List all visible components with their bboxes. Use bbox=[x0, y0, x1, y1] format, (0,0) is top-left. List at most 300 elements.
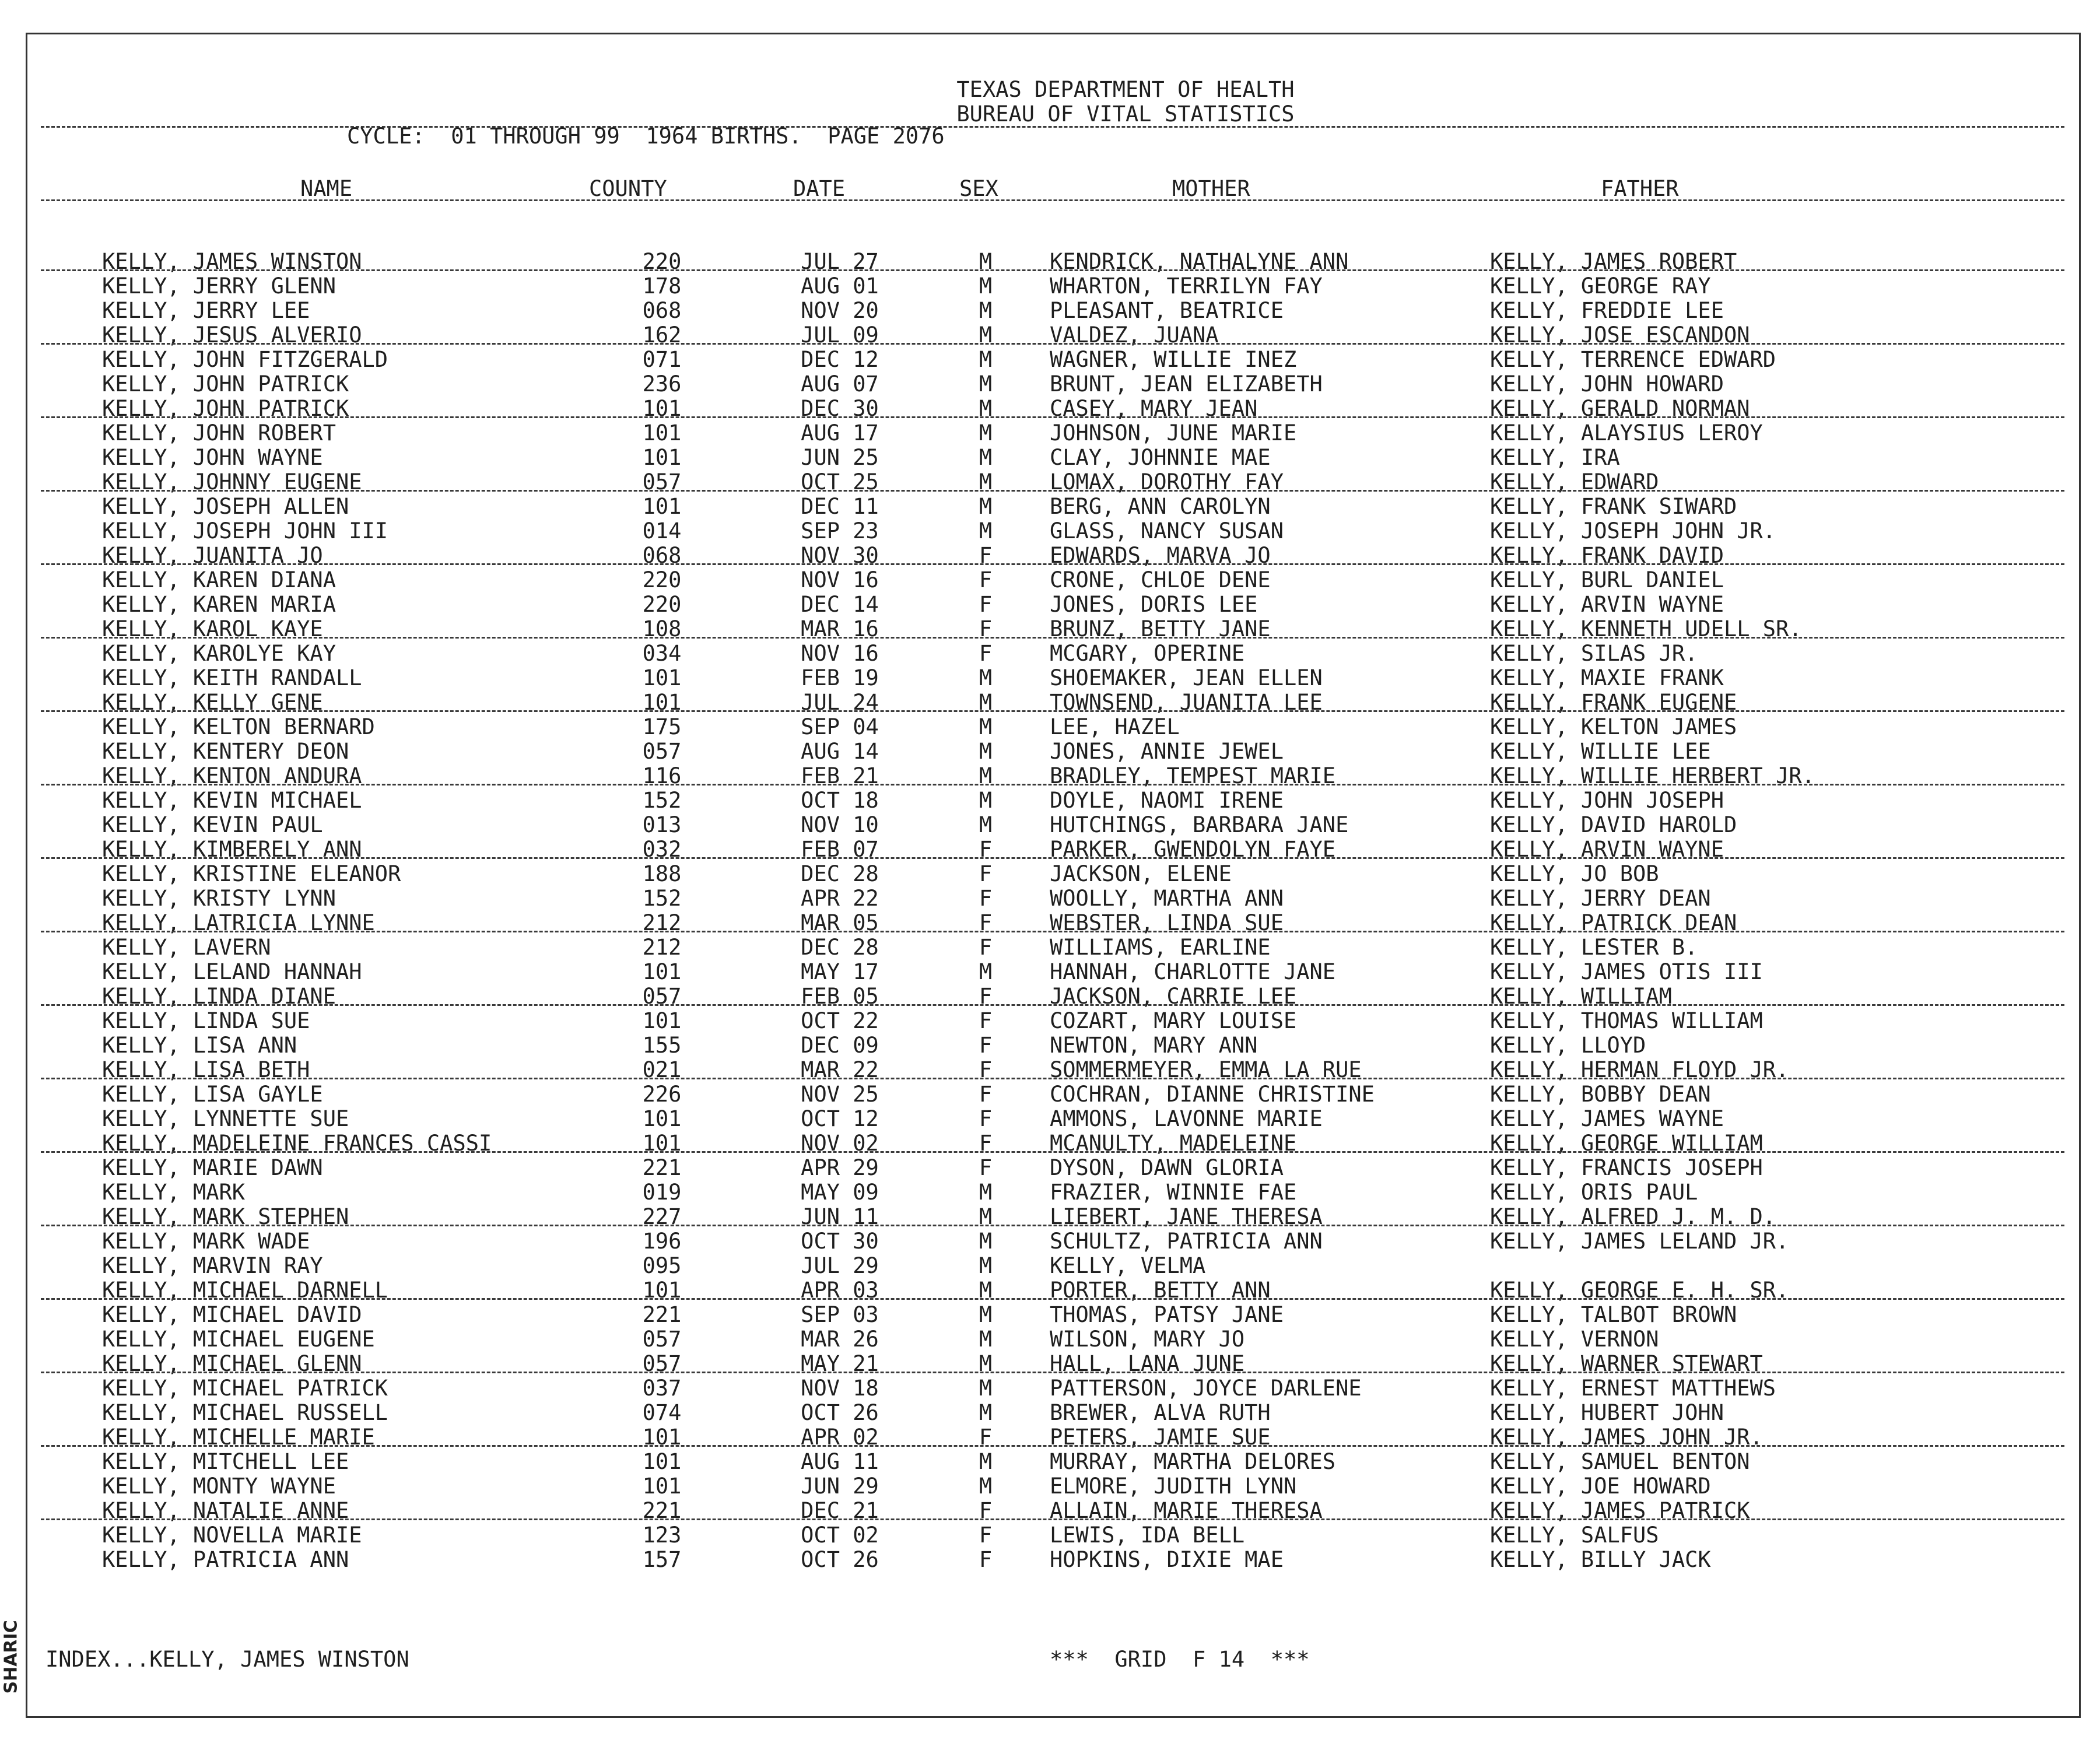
cell-father: KELLY, JO BOB bbox=[1490, 861, 1659, 886]
cell-county: 101 bbox=[642, 445, 682, 470]
table-row bbox=[0, 1156, 2100, 1180]
cell-mother: BRADLEY, TEMPEST MARIE bbox=[1050, 763, 1336, 788]
cell-father: KELLY, ALAYSIUS LEROY bbox=[1490, 420, 1763, 446]
cell-county: 014 bbox=[642, 518, 682, 543]
cell-father: KELLY, HUBERT JOHN bbox=[1490, 1400, 1724, 1425]
cell-sex: F bbox=[979, 1131, 993, 1156]
cell-name: KELLY, KELLY GENE bbox=[102, 690, 323, 715]
cell-sex: F bbox=[979, 1033, 993, 1058]
cell-mother: DOYLE, NAOMI IRENE bbox=[1050, 788, 1284, 813]
cell-date: AUG 17 bbox=[801, 420, 879, 446]
cell-county: 101 bbox=[642, 690, 682, 715]
cell-sex: M bbox=[979, 518, 993, 543]
cell-father: KELLY, BURL DANIEL bbox=[1490, 567, 1724, 592]
cell-sex: F bbox=[979, 935, 993, 960]
cell-sex: M bbox=[979, 763, 993, 788]
cell-date: MAR 16 bbox=[801, 616, 879, 641]
cell-date: NOV 25 bbox=[801, 1082, 879, 1107]
table-row bbox=[0, 1107, 2100, 1131]
cell-date: APR 03 bbox=[801, 1278, 879, 1303]
cell-father: KELLY, SAMUEL BENTON bbox=[1490, 1449, 1750, 1474]
cell-father: KELLY, GEORGE WILLIAM bbox=[1490, 1131, 1763, 1156]
row-separator bbox=[41, 1372, 2064, 1373]
cell-date: OCT 25 bbox=[801, 469, 879, 495]
column-header-date: DATE bbox=[793, 176, 846, 201]
cell-sex: F bbox=[979, 1155, 993, 1180]
cell-date: OCT 26 bbox=[801, 1400, 879, 1425]
cell-father: KELLY, JAMES OTIS III bbox=[1490, 959, 1763, 984]
cell-date: SEP 23 bbox=[801, 518, 879, 543]
cell-date: APR 22 bbox=[801, 886, 879, 911]
cell-mother: LEE, HAZEL bbox=[1050, 714, 1180, 739]
cell-name: KELLY, JOSEPH JOHN III bbox=[102, 518, 388, 543]
cell-mother: MURRAY, MARTHA DELORES bbox=[1050, 1449, 1336, 1474]
cell-father: KELLY, ORIS PAUL bbox=[1490, 1180, 1698, 1205]
table-row bbox=[0, 715, 2100, 739]
cell-sex: F bbox=[979, 567, 993, 592]
row-separator bbox=[41, 343, 2064, 345]
column-header-name: NAME bbox=[300, 176, 353, 201]
cell-date: MAR 05 bbox=[801, 910, 879, 935]
cell-sex: M bbox=[979, 1302, 993, 1327]
cell-sex: M bbox=[979, 420, 993, 446]
cell-county: 057 bbox=[642, 1351, 682, 1376]
table-row bbox=[0, 568, 2100, 592]
cell-date: JUN 11 bbox=[801, 1204, 879, 1229]
cell-date: DEC 21 bbox=[801, 1498, 879, 1523]
cell-mother: WHARTON, TERRILYN FAY bbox=[1050, 273, 1323, 299]
cell-name: KELLY, KENTERY DEON bbox=[102, 739, 349, 764]
cell-mother: EDWARDS, MARVA JO bbox=[1050, 543, 1271, 568]
footer-index: INDEX...KELLY, JAMES WINSTON bbox=[45, 1647, 409, 1672]
cell-sex: M bbox=[979, 396, 993, 421]
cell-date: NOV 10 bbox=[801, 812, 879, 837]
cell-mother: MCANULTY, MADELEINE bbox=[1050, 1131, 1297, 1156]
cell-county: 057 bbox=[642, 469, 682, 495]
cell-county: 021 bbox=[642, 1057, 682, 1082]
cell-sex: M bbox=[979, 1449, 993, 1474]
cell-sex: M bbox=[979, 371, 993, 397]
cell-mother: MCGARY, OPERINE bbox=[1050, 641, 1245, 666]
cell-sex: M bbox=[979, 1474, 993, 1499]
table-row bbox=[0, 813, 2100, 837]
header-cycle: CYCLE: 01 THROUGH 99 1964 BIRTHS. PAGE 2076 bbox=[347, 124, 945, 149]
cell-name: KELLY, JOHNNY EUGENE bbox=[102, 469, 362, 495]
cell-county: 157 bbox=[642, 1547, 682, 1572]
cell-father: KELLY, KENNETH UDELL SR. bbox=[1490, 616, 1802, 641]
cell-name: KELLY, MICHAEL RUSSELL bbox=[102, 1400, 388, 1425]
row-separator bbox=[41, 857, 2064, 859]
cell-father: KELLY, FREDDIE LEE bbox=[1490, 298, 1724, 323]
table-row bbox=[0, 1303, 2100, 1327]
table-row bbox=[0, 1474, 2100, 1499]
row-separator bbox=[41, 637, 2064, 639]
table-row bbox=[0, 299, 2100, 323]
table-row bbox=[0, 935, 2100, 960]
cell-date: JUL 29 bbox=[801, 1253, 879, 1278]
cell-sex: M bbox=[979, 494, 993, 519]
cell-father: KELLY, WILLIAM bbox=[1490, 984, 1672, 1009]
row-separator bbox=[41, 1225, 2064, 1226]
cell-name: KELLY, JOHN PATRICK bbox=[102, 371, 349, 397]
table-row bbox=[0, 666, 2100, 690]
cell-mother: CLAY, JOHNNIE MAE bbox=[1050, 445, 1271, 470]
cell-father: KELLY, TERRENCE EDWARD bbox=[1490, 347, 1776, 372]
cell-father: KELLY, EDWARD bbox=[1490, 469, 1659, 495]
cell-date: DEC 12 bbox=[801, 347, 879, 372]
cell-date: DEC 28 bbox=[801, 861, 879, 886]
cell-sex: M bbox=[979, 445, 993, 470]
cell-sex: M bbox=[979, 812, 993, 837]
cell-mother: JONES, ANNIE JEWEL bbox=[1050, 739, 1284, 764]
cell-sex: F bbox=[979, 641, 993, 666]
cell-father: KELLY, JOSEPH JOHN JR. bbox=[1490, 518, 1776, 543]
row-separator bbox=[41, 1004, 2064, 1006]
cell-sex: M bbox=[979, 1376, 993, 1401]
cell-mother: PETERS, JAMIE SUE bbox=[1050, 1425, 1271, 1450]
cell-mother: WILSON, MARY JO bbox=[1050, 1327, 1245, 1352]
cell-name: KELLY, PATRICIA ANN bbox=[102, 1547, 349, 1572]
row-separator bbox=[41, 563, 2064, 565]
cell-mother: PORTER, BETTY ANN bbox=[1050, 1278, 1271, 1303]
cell-date: FEB 21 bbox=[801, 763, 879, 788]
cell-date: MAY 21 bbox=[801, 1351, 879, 1376]
table-row bbox=[0, 348, 2100, 372]
cell-mother: SCHULTZ, PATRICIA ANN bbox=[1050, 1229, 1323, 1254]
cell-father: KELLY, JAMES LELAND JR. bbox=[1490, 1229, 1789, 1254]
row-separator bbox=[41, 490, 2064, 492]
cell-name: KELLY, KRISTINE ELEANOR bbox=[102, 861, 401, 886]
row-separator bbox=[41, 931, 2064, 932]
cell-mother: FRAZIER, WINNIE FAE bbox=[1050, 1180, 1297, 1205]
row-separator bbox=[41, 269, 2064, 271]
cell-date: OCT 26 bbox=[801, 1547, 879, 1572]
cell-name: KELLY, JOHN WAYNE bbox=[102, 445, 323, 470]
cell-name: KELLY, KEVIN PAUL bbox=[102, 812, 323, 837]
cell-sex: M bbox=[979, 298, 993, 323]
cell-date: NOV 20 bbox=[801, 298, 879, 323]
cell-mother: JACKSON, ELENE bbox=[1050, 861, 1232, 886]
cell-date: DEC 30 bbox=[801, 396, 879, 421]
cell-sex: F bbox=[979, 1106, 993, 1131]
cell-county: 178 bbox=[642, 273, 682, 299]
cell-county: 196 bbox=[642, 1229, 682, 1254]
cell-sex: F bbox=[979, 1057, 993, 1082]
cell-date: OCT 12 bbox=[801, 1106, 879, 1131]
cell-sex: M bbox=[979, 1351, 993, 1376]
cell-county: 175 bbox=[642, 714, 682, 739]
cell-sex: M bbox=[979, 1327, 993, 1352]
cell-county: 220 bbox=[642, 567, 682, 592]
footer-grid: *** GRID F 14 *** bbox=[1050, 1647, 1310, 1672]
cell-father: KELLY, BILLY JACK bbox=[1490, 1547, 1711, 1572]
row-separator bbox=[41, 1078, 2064, 1079]
cell-name: KELLY, MADELEINE FRANCES CASSI bbox=[102, 1131, 492, 1156]
cell-county: 188 bbox=[642, 861, 682, 886]
cell-sex: F bbox=[979, 592, 993, 617]
cell-county: 068 bbox=[642, 543, 682, 568]
cell-sex: F bbox=[979, 837, 993, 862]
table-row bbox=[0, 1254, 2100, 1278]
cell-name: KELLY, LINDA DIANE bbox=[102, 984, 336, 1009]
cell-sex: F bbox=[979, 984, 993, 1009]
cell-mother: HOPKINS, DIXIE MAE bbox=[1050, 1547, 1284, 1572]
column-header-mother: MOTHER bbox=[1172, 176, 1250, 201]
row-separator bbox=[41, 784, 2064, 785]
cell-father: KELLY, WILLIE HERBERT JR. bbox=[1490, 763, 1815, 788]
cell-mother: DYSON, DAWN GLORIA bbox=[1050, 1155, 1284, 1180]
cell-county: 221 bbox=[642, 1155, 682, 1180]
cell-name: KELLY, KENTON ANDURA bbox=[102, 763, 362, 788]
table-row bbox=[0, 788, 2100, 813]
cell-father: KELLY, JOHN JOSEPH bbox=[1490, 788, 1724, 813]
cell-name: KELLY, KELTON BERNARD bbox=[102, 714, 375, 739]
cell-name: KELLY, KEITH RANDALL bbox=[102, 665, 362, 690]
cell-date: NOV 16 bbox=[801, 567, 879, 592]
cell-county: 212 bbox=[642, 935, 682, 960]
cell-county: 074 bbox=[642, 1400, 682, 1425]
cell-mother: LEWIS, IDA BELL bbox=[1050, 1523, 1245, 1548]
cell-sex: F bbox=[979, 543, 993, 568]
cell-name: KELLY, MONTY WAYNE bbox=[102, 1474, 336, 1499]
cell-mother: KELLY, VELMA bbox=[1050, 1253, 1206, 1278]
cell-name: KELLY, LISA ANN bbox=[102, 1033, 297, 1058]
header-department: TEXAS DEPARTMENT OF HEALTH bbox=[956, 77, 1295, 102]
cell-date: NOV 16 bbox=[801, 641, 879, 666]
cell-date: OCT 02 bbox=[801, 1523, 879, 1548]
cell-mother: WAGNER, WILLIE INEZ bbox=[1050, 347, 1297, 372]
cell-father: KELLY, FRANK SIWARD bbox=[1490, 494, 1737, 519]
cell-father: KELLY, KELTON JAMES bbox=[1490, 714, 1737, 739]
cell-county: 101 bbox=[642, 1425, 682, 1450]
cell-date: DEC 09 bbox=[801, 1033, 879, 1058]
cell-name: KELLY, NATALIE ANNE bbox=[102, 1498, 349, 1523]
cell-sex: F bbox=[979, 886, 993, 911]
cell-sex: M bbox=[979, 249, 993, 274]
cell-sex: M bbox=[979, 690, 993, 715]
header-bureau: BUREAU OF VITAL STATISTICS bbox=[956, 101, 1295, 127]
cell-county: 123 bbox=[642, 1523, 682, 1548]
cell-sex: M bbox=[979, 1204, 993, 1229]
column-header-father: FATHER bbox=[1601, 176, 1679, 201]
cell-date: JUL 27 bbox=[801, 249, 879, 274]
cell-father: KELLY, JERRY DEAN bbox=[1490, 886, 1711, 911]
cell-mother: PATTERSON, JOYCE DARLENE bbox=[1050, 1376, 1362, 1401]
cell-father: KELLY, JOHN HOWARD bbox=[1490, 371, 1724, 397]
cell-sex: F bbox=[979, 861, 993, 886]
cell-name: KELLY, MICHAEL PATRICK bbox=[102, 1376, 388, 1401]
table-row bbox=[0, 1376, 2100, 1401]
cell-date: MAY 09 bbox=[801, 1180, 879, 1205]
cell-name: KELLY, KRISTY LYNN bbox=[102, 886, 336, 911]
cell-name: KELLY, LISA BETH bbox=[102, 1057, 310, 1082]
table-row bbox=[0, 1523, 2100, 1548]
cell-name: KELLY, KAROL KAYE bbox=[102, 616, 323, 641]
cell-name: KELLY, KAREN DIANA bbox=[102, 567, 336, 592]
cell-name: KELLY, JOHN ROBERT bbox=[102, 420, 336, 446]
cell-name: KELLY, LELAND HANNAH bbox=[102, 959, 362, 984]
cell-sex: M bbox=[979, 739, 993, 764]
table-row bbox=[0, 519, 2100, 543]
cell-father: KELLY, THOMAS WILLIAM bbox=[1490, 1008, 1763, 1033]
cell-name: KELLY, MICHELLE MARIE bbox=[102, 1425, 375, 1450]
cell-county: 101 bbox=[642, 494, 682, 519]
cell-mother: BRUNT, JEAN ELIZABETH bbox=[1050, 371, 1323, 397]
cell-name: KELLY, JERRY GLENN bbox=[102, 273, 336, 299]
cell-county: 116 bbox=[642, 763, 682, 788]
cell-mother: BREWER, ALVA RUTH bbox=[1050, 1400, 1271, 1425]
cell-date: AUG 01 bbox=[801, 273, 879, 299]
cell-county: 101 bbox=[642, 1449, 682, 1474]
cell-county: 108 bbox=[642, 616, 682, 641]
cell-county: 013 bbox=[642, 812, 682, 837]
cell-name: KELLY, KEVIN MICHAEL bbox=[102, 788, 362, 813]
cell-sex: M bbox=[979, 665, 993, 690]
cell-date: FEB 07 bbox=[801, 837, 879, 862]
cell-sex: F bbox=[979, 910, 993, 935]
cell-father: KELLY, JAMES PATRICK bbox=[1490, 1498, 1750, 1523]
cell-name: KELLY, MARK WADE bbox=[102, 1229, 310, 1254]
cell-name: KELLY, LYNNETTE SUE bbox=[102, 1106, 349, 1131]
cell-county: 162 bbox=[642, 322, 682, 348]
cell-mother: JOHNSON, JUNE MARIE bbox=[1050, 420, 1297, 446]
cell-name: KELLY, MARIE DAWN bbox=[102, 1155, 323, 1180]
cell-father: KELLY, ARVIN WAYNE bbox=[1490, 837, 1724, 862]
cell-sex: F bbox=[979, 616, 993, 641]
cell-date: DEC 11 bbox=[801, 494, 879, 519]
cell-father: KELLY, FRANK DAVID bbox=[1490, 543, 1724, 568]
cell-sex: M bbox=[979, 322, 993, 348]
cell-father: KELLY, JAMES JOHN JR. bbox=[1490, 1425, 1763, 1450]
cell-mother: CRONE, CHLOE DENE bbox=[1050, 567, 1271, 592]
cell-sex: M bbox=[979, 469, 993, 495]
cell-mother: COZART, MARY LOUISE bbox=[1050, 1008, 1297, 1033]
cell-date: APR 29 bbox=[801, 1155, 879, 1180]
table-row bbox=[0, 886, 2100, 911]
cell-date: DEC 14 bbox=[801, 592, 879, 617]
cell-county: 101 bbox=[642, 1106, 682, 1131]
cell-name: KELLY, JOHN PATRICK bbox=[102, 396, 349, 421]
cell-father: KELLY, WILLIE LEE bbox=[1490, 739, 1711, 764]
cell-name: KELLY, LATRICIA LYNNE bbox=[102, 910, 375, 935]
cell-mother: WEBSTER, LINDA SUE bbox=[1050, 910, 1284, 935]
table-row bbox=[0, 1180, 2100, 1205]
cell-county: 057 bbox=[642, 1327, 682, 1352]
cell-county: 032 bbox=[642, 837, 682, 862]
table-row bbox=[0, 641, 2100, 666]
cell-name: KELLY, NOVELLA MARIE bbox=[102, 1523, 362, 1548]
cell-county: 101 bbox=[642, 1474, 682, 1499]
cell-date: OCT 22 bbox=[801, 1008, 879, 1033]
cell-mother: SHOEMAKER, JEAN ELLEN bbox=[1050, 665, 1323, 690]
cell-sex: M bbox=[979, 1400, 993, 1425]
cell-father: KELLY, BOBBY DEAN bbox=[1490, 1082, 1711, 1107]
cell-name: KELLY, MICHAEL EUGENE bbox=[102, 1327, 375, 1352]
cell-name: KELLY, LISA GAYLE bbox=[102, 1082, 323, 1107]
cell-name: KELLY, JAMES WINSTON bbox=[102, 249, 362, 274]
cell-sex: M bbox=[979, 788, 993, 813]
cell-date: APR 02 bbox=[801, 1425, 879, 1450]
cell-sex: M bbox=[979, 959, 993, 984]
cell-sex: M bbox=[979, 1253, 993, 1278]
cell-date: JUL 24 bbox=[801, 690, 879, 715]
cell-name: KELLY, LINDA SUE bbox=[102, 1008, 310, 1033]
cell-mother: GLASS, NANCY SUSAN bbox=[1050, 518, 1284, 543]
cell-mother: ELMORE, JUDITH LYNN bbox=[1050, 1474, 1297, 1499]
cell-mother: WILLIAMS, EARLINE bbox=[1050, 935, 1271, 960]
cell-date: MAR 26 bbox=[801, 1327, 879, 1352]
cell-date: FEB 05 bbox=[801, 984, 879, 1009]
cell-county: 101 bbox=[642, 420, 682, 446]
cell-date: DEC 28 bbox=[801, 935, 879, 960]
cell-mother: BERG, ANN CAROLYN bbox=[1050, 494, 1271, 519]
cell-mother: VALDEZ, JUANA bbox=[1050, 322, 1219, 348]
table-row bbox=[0, 495, 2100, 519]
cell-name: KELLY, MARVIN RAY bbox=[102, 1253, 323, 1278]
cell-mother: SOMMERMEYER, EMMA LA RUE bbox=[1050, 1057, 1362, 1082]
cell-date: OCT 18 bbox=[801, 788, 879, 813]
cell-father: KELLY, JOSE ESCANDON bbox=[1490, 322, 1750, 348]
cell-date: AUG 11 bbox=[801, 1449, 879, 1474]
cell-mother: JONES, DORIS LEE bbox=[1050, 592, 1258, 617]
cell-mother: BRUNZ, BETTY JANE bbox=[1050, 616, 1271, 641]
cell-date: NOV 02 bbox=[801, 1131, 879, 1156]
cell-county: 101 bbox=[642, 1008, 682, 1033]
cell-name: KELLY, KIMBERELY ANN bbox=[102, 837, 362, 862]
cell-county: 155 bbox=[642, 1033, 682, 1058]
cell-sex: F bbox=[979, 1547, 993, 1572]
table-row bbox=[0, 1229, 2100, 1254]
cell-county: 068 bbox=[642, 298, 682, 323]
cell-father: KELLY, FRANCIS JOSEPH bbox=[1490, 1155, 1763, 1180]
cell-father: KELLY, DAVID HAROLD bbox=[1490, 812, 1737, 837]
cell-father: KELLY, TALBOT BROWN bbox=[1490, 1302, 1737, 1327]
row-separator bbox=[41, 1298, 2064, 1300]
cell-name: KELLY, MICHAEL GLENN bbox=[102, 1351, 362, 1376]
cell-name: KELLY, MARK bbox=[102, 1180, 246, 1205]
cell-father: KELLY, VERNON bbox=[1490, 1327, 1659, 1352]
cell-county: 071 bbox=[642, 347, 682, 372]
table-row bbox=[0, 1548, 2100, 1572]
table-row bbox=[0, 592, 2100, 617]
cell-father: KELLY, FRANK EUGENE bbox=[1490, 690, 1737, 715]
cell-date: JUL 09 bbox=[801, 322, 879, 348]
cell-sex: F bbox=[979, 1082, 993, 1107]
cell-sex: F bbox=[979, 1498, 993, 1523]
table-row bbox=[0, 1009, 2100, 1033]
cell-mother: CASEY, MARY JEAN bbox=[1050, 396, 1258, 421]
cell-county: 152 bbox=[642, 886, 682, 911]
cell-county: 057 bbox=[642, 739, 682, 764]
cell-county: 101 bbox=[642, 396, 682, 421]
cell-father: KELLY, MAXIE FRANK bbox=[1490, 665, 1724, 690]
cell-mother: HALL, LANA JUNE bbox=[1050, 1351, 1245, 1376]
cell-name: KELLY, JOHN FITZGERALD bbox=[102, 347, 388, 372]
cell-county: 220 bbox=[642, 592, 682, 617]
cell-sex: M bbox=[979, 1180, 993, 1205]
cell-date: NOV 18 bbox=[801, 1376, 879, 1401]
cell-sex: M bbox=[979, 347, 993, 372]
cell-father: KELLY, SALFUS bbox=[1490, 1523, 1659, 1548]
cell-father: KELLY, SILAS JR. bbox=[1490, 641, 1698, 666]
cell-county: 221 bbox=[642, 1498, 682, 1523]
cell-father: KELLY, ERNEST MATTHEWS bbox=[1490, 1376, 1776, 1401]
cell-date: JUN 25 bbox=[801, 445, 879, 470]
table-row bbox=[0, 1033, 2100, 1058]
cell-father: KELLY, JAMES ROBERT bbox=[1490, 249, 1737, 274]
cell-date: NOV 30 bbox=[801, 543, 879, 568]
cell-mother: LIEBERT, JANE THERESA bbox=[1050, 1204, 1323, 1229]
